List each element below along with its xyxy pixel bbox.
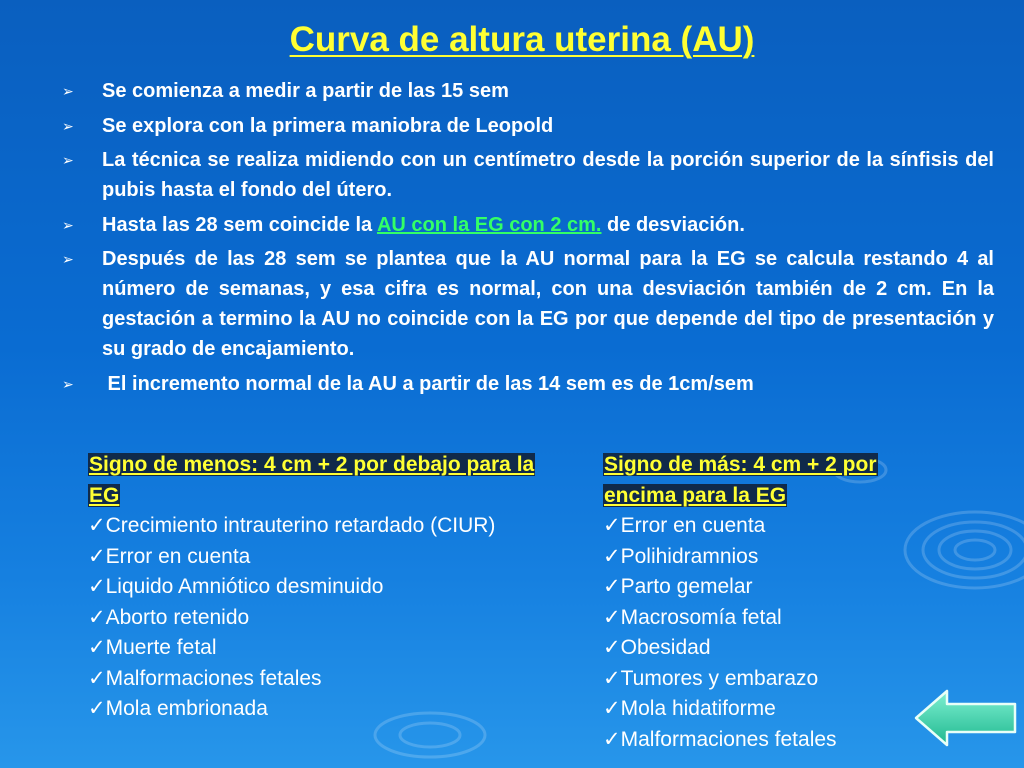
bullet-arrow-icon: ➢ bbox=[62, 117, 74, 134]
bullet-arrow-icon: ➢ bbox=[62, 216, 74, 233]
check-icon: ✓ bbox=[88, 605, 106, 629]
check-icon: ✓ bbox=[603, 605, 621, 629]
check-icon: ✓ bbox=[88, 697, 106, 720]
list-item: ✓Mola hidatiforme bbox=[603, 697, 776, 720]
check-icon: ✓ bbox=[88, 575, 106, 598]
list-item: ✓Error en cuenta bbox=[603, 514, 766, 537]
list-item: ✓Aborto retenido bbox=[88, 605, 250, 629]
minus-sign-column bbox=[88, 450, 558, 725]
bullet-item: ➢ Hasta las 28 sem coincide la AU con la EG con 2 cm. de desviación. bbox=[62, 210, 994, 240]
check-icon: ✓ bbox=[603, 575, 621, 598]
list-item: ✓Obesidad bbox=[603, 636, 711, 659]
bullet-arrow-icon: ➢ bbox=[62, 152, 74, 168]
minus-sign-list bbox=[88, 511, 558, 725]
check-icon: ✓ bbox=[603, 636, 621, 659]
plus-sign-list bbox=[603, 511, 943, 755]
bullet-arrow-icon: ➢ bbox=[62, 375, 74, 392]
list-item: ✓Crecimiento intrauterino retardado (CIUR) bbox=[88, 514, 496, 537]
minus-sign-heading: Signo de menos: 4 cm + 2 por debajo para la EG bbox=[89, 453, 535, 507]
bullet-item: ➢ Se explora con la primera maniobra de Leopold bbox=[62, 111, 994, 141]
bullet-arrow-icon: ➢ bbox=[62, 251, 74, 267]
check-icon: ✓ bbox=[88, 636, 106, 659]
page-title: Curva de altura uterina (AU) bbox=[289, 20, 755, 59]
list-item: ✓Muerte fetal bbox=[88, 636, 217, 659]
plus-sign-column bbox=[603, 450, 943, 755]
list-item: ✓Tumores y embarazo bbox=[603, 666, 819, 690]
list-item: ✓Malformaciones fetales bbox=[88, 666, 322, 690]
list-item: ✓Liquido Amniótico desminuido bbox=[88, 575, 384, 598]
back-arrow-icon[interactable] bbox=[913, 688, 1019, 748]
highlight-text: AU con la EG con 2 cm bbox=[376, 213, 596, 236]
plus-sign-heading: Signo de más: 4 cm + 2 por encima para la EG bbox=[604, 453, 877, 507]
check-icon: ✓ bbox=[603, 514, 621, 537]
check-icon: ✓ bbox=[603, 666, 621, 690]
list-item: ✓Macrosomía fetal bbox=[603, 605, 782, 629]
check-icon: ✓ bbox=[603, 544, 621, 568]
bullet-item: ➢ La técnica se realiza midiendo con un centímetro desde la porción superior de la sínfisis del pubis hasta el fondo del útero. bbox=[62, 145, 994, 205]
list-item: ✓Parto gemelar bbox=[603, 575, 753, 598]
check-icon: ✓ bbox=[88, 544, 106, 568]
bullet-item: ➢ Se comienza a medir a partir de las 15 sem bbox=[62, 76, 994, 106]
bullet-item: ➢ El incremento normal de la AU a partir de las 14 sem es de 1cm/sem bbox=[62, 369, 994, 399]
list-item: ✓Malformaciones fetales bbox=[603, 727, 837, 751]
list-item: ✓Error en cuenta bbox=[88, 544, 251, 568]
check-icon: ✓ bbox=[88, 666, 106, 690]
list-item: ✓Mola embrionada bbox=[88, 697, 268, 720]
bullet-arrow-icon: ➢ bbox=[62, 83, 74, 99]
bullet-item: ➢ Después de las 28 sem se plantea que la AU normal para la EG se calcula restando 4 al número de semanas, y esa cifra es normal, con una desviación también de 2 cm. En la gestación a termino la AU no coincide con la EG por que depende del tipo de presentación y su grado de encajamiento. bbox=[62, 244, 994, 364]
bullet-list bbox=[62, 76, 994, 403]
check-icon: ✓ bbox=[603, 697, 621, 720]
check-icon: ✓ bbox=[88, 514, 106, 537]
check-icon: ✓ bbox=[603, 727, 621, 751]
list-item: ✓Polihidramnios bbox=[603, 544, 759, 568]
